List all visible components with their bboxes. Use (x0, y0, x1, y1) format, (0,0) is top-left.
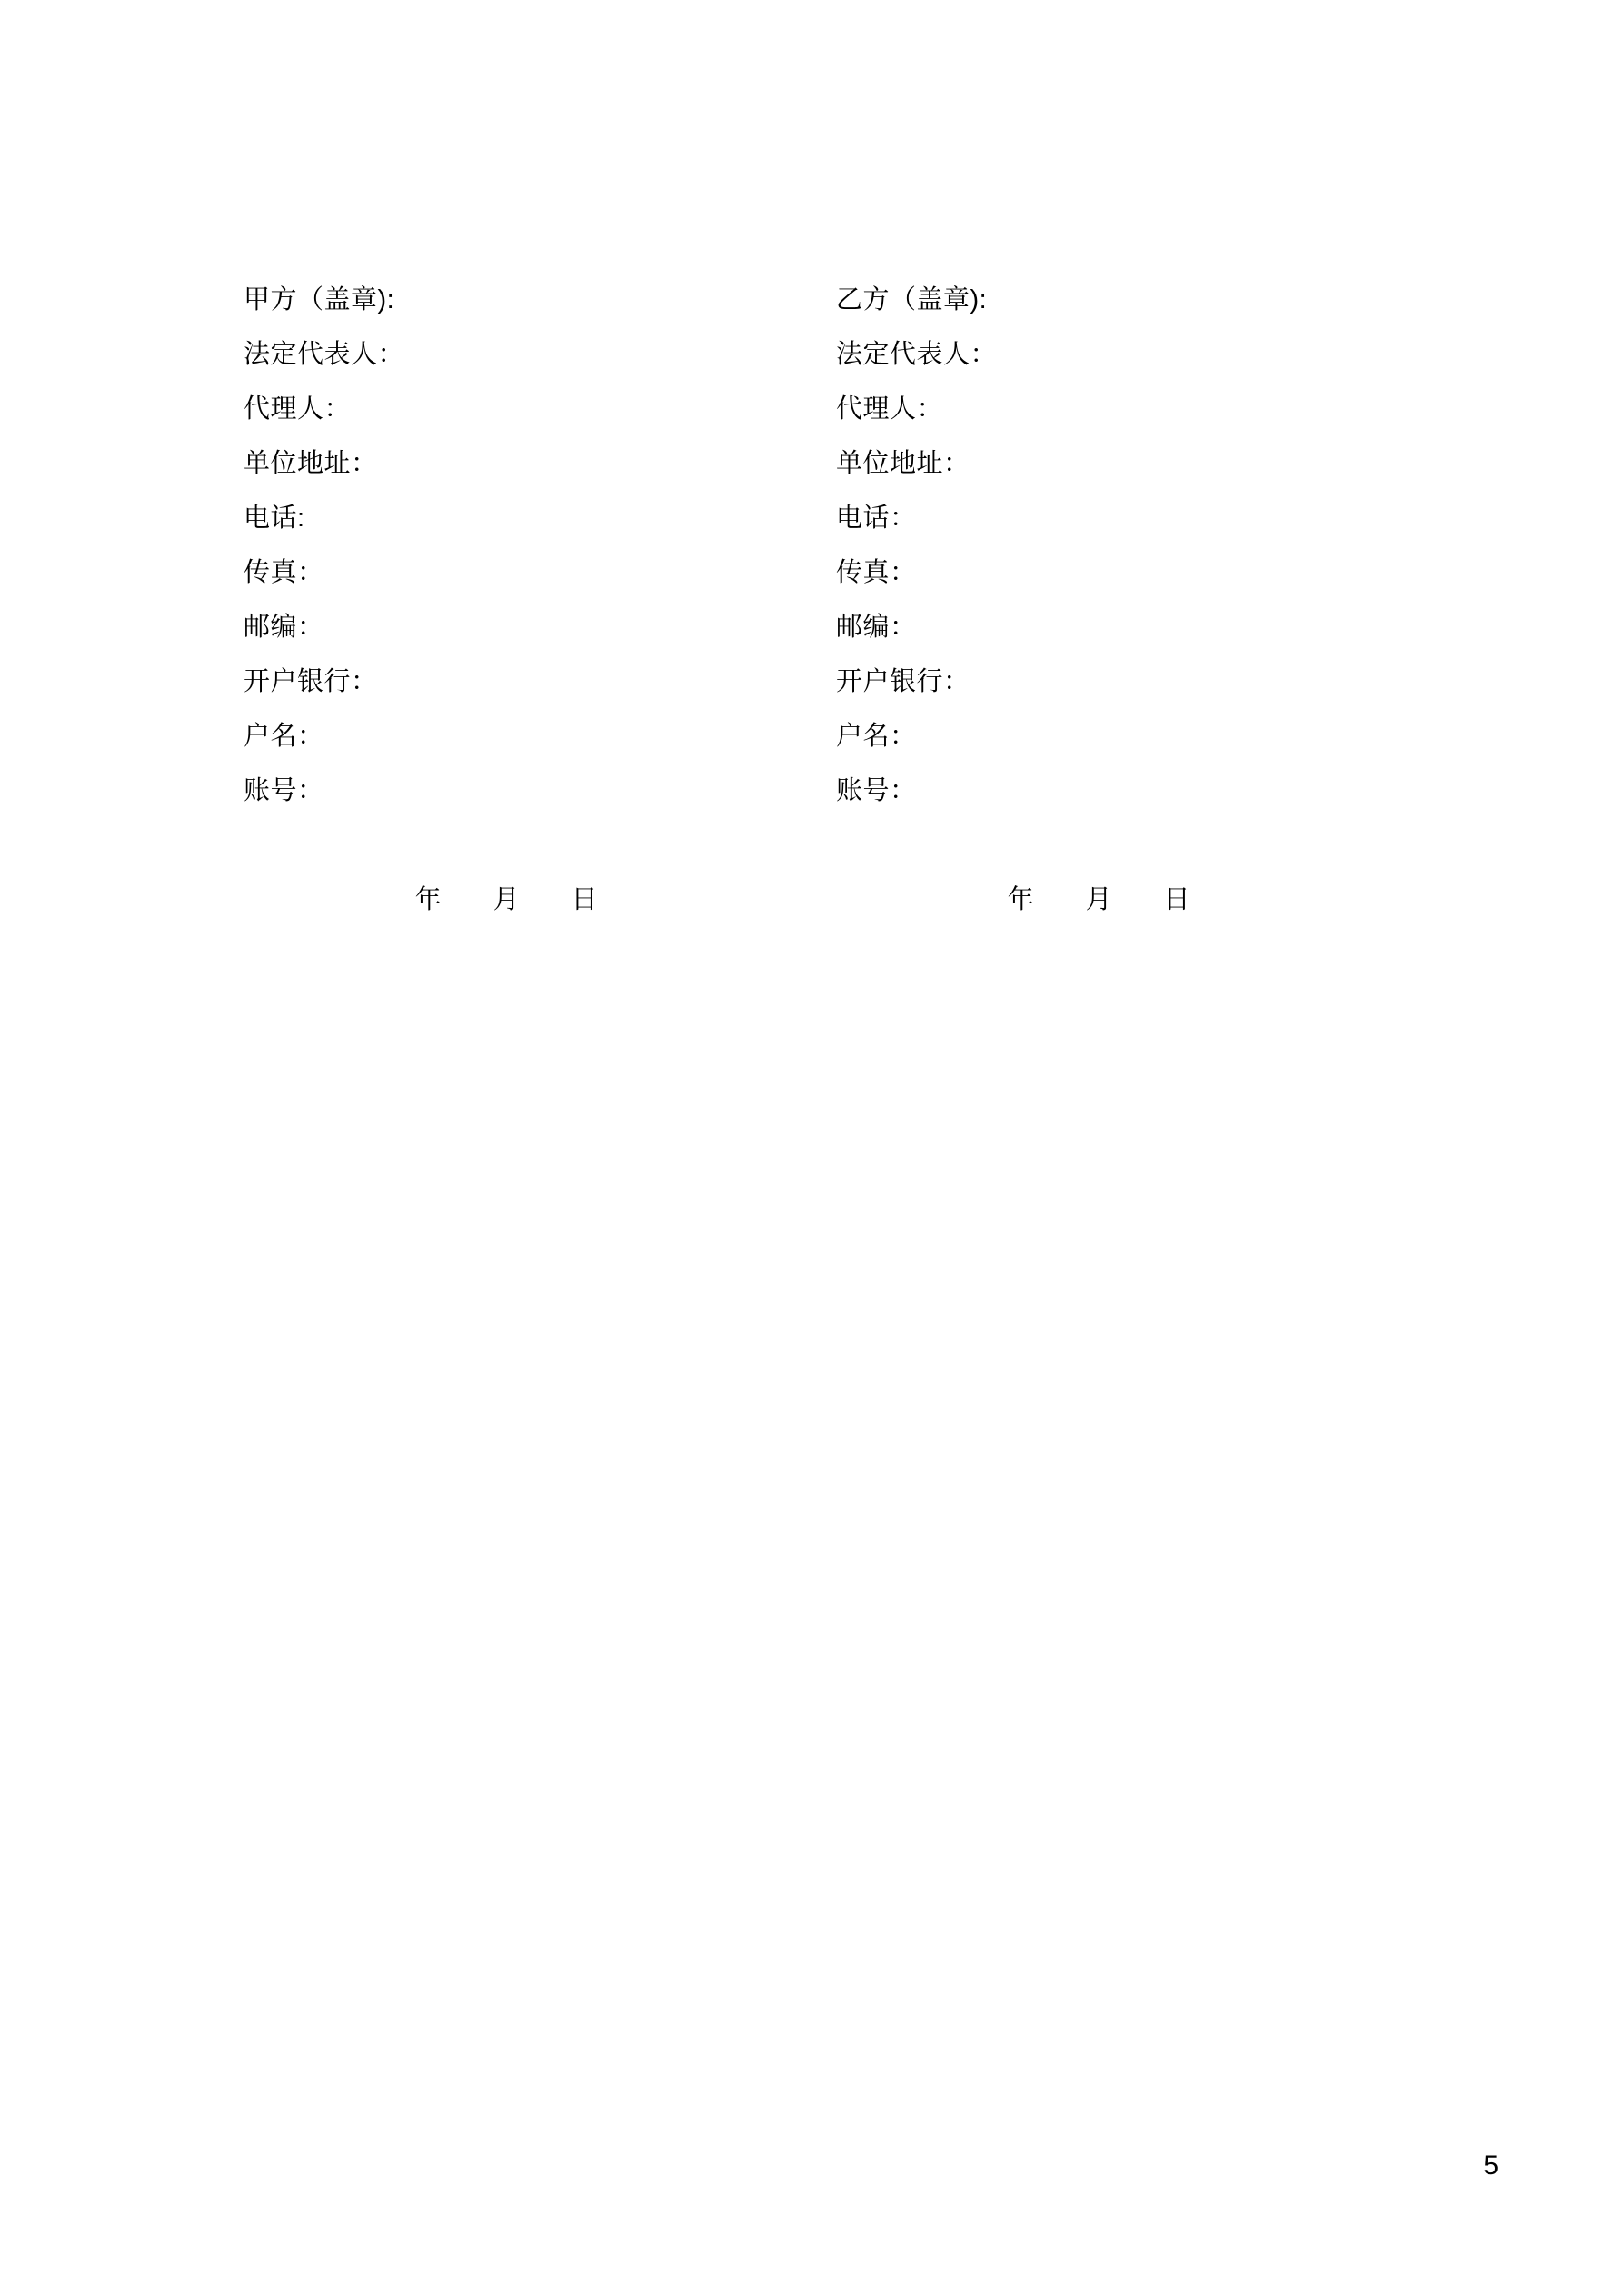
party-b-agent-line: 代理人： (836, 394, 944, 424)
party-a-postcode-line: 邮编： (244, 613, 324, 642)
party-b-fax-line: 传真： (836, 558, 917, 587)
party-a-fax-line: 传真： (244, 558, 324, 587)
party-b-date-year: 年 (1007, 885, 1034, 914)
party-a-date-year: 年 (414, 885, 442, 914)
party-b-column (816, 273, 1388, 982)
party-b-bank-line: 开户银行： (836, 667, 970, 696)
signature-block (244, 273, 1388, 982)
party-a-address-line: 单位地址： (244, 449, 378, 478)
party-b-address-line: 单位地址： (836, 449, 970, 478)
page-number: 5 (1483, 2151, 1498, 2181)
party-b-postcode-line: 邮编： (836, 613, 917, 642)
party-b-date-day: 日 (1163, 885, 1190, 914)
party-a-account-name-line: 户名： (244, 722, 324, 751)
party-a-seal-line: 甲方（盖章): (244, 285, 395, 314)
party-a-date-day: 日 (571, 885, 598, 914)
party-a-phone-line: 电话: (244, 504, 305, 533)
party-b-date-line (836, 818, 1388, 982)
signature-columns (244, 273, 1388, 982)
party-b-phone-line: 电话： (836, 504, 917, 533)
party-a-agent-line: 代理人： (244, 394, 352, 424)
party-a-legal-representative-line: 法定代表人： (244, 340, 405, 369)
party-a-column (244, 273, 816, 982)
party-b-account-name-line: 户名： (836, 722, 917, 751)
party-a-date-month: 月 (493, 885, 520, 914)
party-a-bank-line: 开户银行： (244, 667, 378, 696)
party-a-date-line (244, 818, 816, 982)
party-b-account-number-line: 账号： (836, 776, 917, 805)
party-b-seal-line: 乙方（盖章): (836, 285, 988, 314)
party-b-date-month: 月 (1085, 885, 1112, 914)
party-a-account-number-line: 账号： (244, 776, 324, 805)
party-b-legal-representative-line: 法定代表人： (836, 340, 998, 369)
